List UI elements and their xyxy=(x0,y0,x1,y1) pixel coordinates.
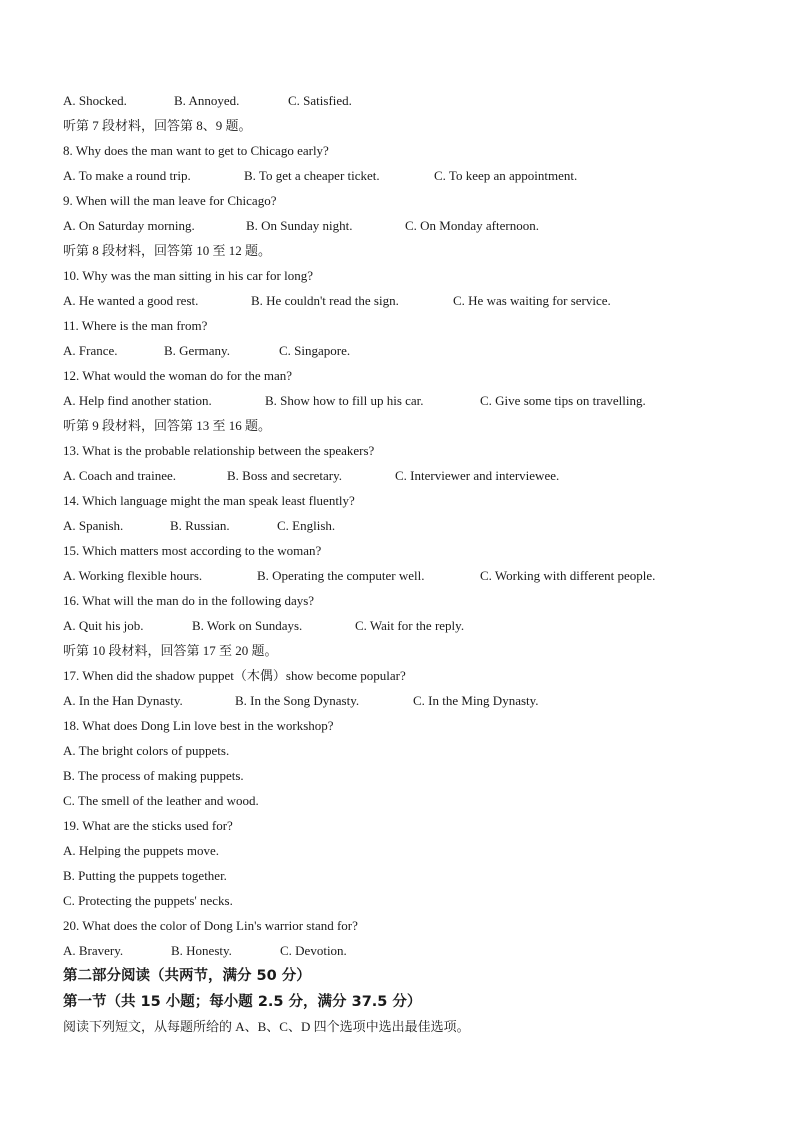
q11-question: 11. Where is the man from? xyxy=(63,318,208,333)
passage-9-label: 听第 9 段材料，回答第 13 至 16 题。 xyxy=(63,418,272,433)
q10-question: 10. Why was the man sitting in his car for long? xyxy=(63,268,313,283)
q13-question: 13. What is the probable relationship between the speakers? xyxy=(63,443,375,458)
q8-option-b: B. To get a cheaper ticket. xyxy=(244,168,380,183)
q18-option-a: A. The bright colors of puppets. xyxy=(63,743,230,758)
q10-option-a: A. He wanted a good rest. xyxy=(63,293,199,308)
q13-option-c: C. Interviewer and interviewee. xyxy=(395,468,560,483)
q7-option-a: A. Shocked. xyxy=(63,93,127,108)
q19-question: 19. What are the sticks used for? xyxy=(63,818,233,833)
section-1-heading: 第一节（共 15 小题；每小题 2.5 分，满分 37.5 分） xyxy=(63,994,422,1010)
q20-option-a: A. Bravery. xyxy=(63,943,124,958)
q7-option-c: C. Satisfied. xyxy=(288,93,352,108)
q13-options xyxy=(63,463,743,488)
q13-option-a: A. Coach and trainee. xyxy=(63,468,176,483)
q16-option-b: B. Work on Sundays. xyxy=(192,618,303,633)
q10-options xyxy=(63,288,743,313)
q15-option-b: B. Operating the computer well. xyxy=(257,568,425,583)
q15-options xyxy=(63,563,743,588)
q15-option-c: C. Working with different people. xyxy=(480,568,656,583)
q10-option-c: C. He was waiting for service. xyxy=(453,293,611,308)
q18-option-c: C. The smell of the leather and wood. xyxy=(63,793,259,808)
q11-option-c: C. Singapore. xyxy=(279,343,351,358)
q8-option-c: C. To keep an appointment. xyxy=(434,168,578,183)
part-2-heading: 第二部分阅读（共两节，满分 50 分） xyxy=(63,968,311,984)
q7-option-b: B. Annoyed. xyxy=(174,93,240,108)
q11-options xyxy=(63,338,743,363)
q8-options xyxy=(63,163,743,188)
q16-question: 16. What will the man do in the following days? xyxy=(63,593,315,608)
q20-option-c: C. Devotion. xyxy=(280,943,347,958)
q14-option-c: C. English. xyxy=(277,518,336,533)
q9-question: 9. When will the man leave for Chicago? xyxy=(63,193,277,208)
q17-option-a: A. In the Han Dynasty. xyxy=(63,693,183,708)
q11-option-b: B. Germany. xyxy=(164,343,230,358)
reading-instruction: 阅读下列短文，从每题所给的 A、B、C、D 四个选项中选出最佳选项。 xyxy=(63,1019,470,1034)
q9-option-b: B. On Sunday night. xyxy=(246,218,353,233)
passage-10-label: 听第 10 段材料，回答第 17 至 20 题。 xyxy=(63,643,278,658)
q19-option-a: A. Helping the puppets move. xyxy=(63,843,219,858)
q7-options xyxy=(63,88,743,113)
q9-options xyxy=(63,213,743,238)
q13-option-b: B. Boss and secretary. xyxy=(227,468,343,483)
q12-option-b: B. Show how to fill up his car. xyxy=(265,393,424,408)
q17-options xyxy=(63,688,743,713)
q9-option-a: A. On Saturday morning. xyxy=(63,218,195,233)
q20-question: 20. What does the color of Dong Lin's warrior stand for? xyxy=(63,918,358,933)
q18-option-b: B. The process of making puppets. xyxy=(63,768,244,783)
q9-option-c: C. On Monday afternoon. xyxy=(405,218,539,233)
q15-option-a: A. Working flexible hours. xyxy=(63,568,203,583)
q17-option-c: C. In the Ming Dynasty. xyxy=(413,693,539,708)
passage-8-label: 听第 8 段材料，回答第 10 至 12 题。 xyxy=(63,243,272,258)
q20-option-b: B. Honesty. xyxy=(171,943,232,958)
q16-option-a: A. Quit his job. xyxy=(63,618,144,633)
passage-7-label: 听第 7 段材料，回答第 8、9 题。 xyxy=(63,118,252,133)
q14-option-b: B. Russian. xyxy=(170,518,230,533)
q8-option-a: A. To make a round trip. xyxy=(63,168,191,183)
q12-options xyxy=(63,388,743,413)
q16-options xyxy=(63,613,743,638)
q10-option-b: B. He couldn't read the sign. xyxy=(251,293,399,308)
q14-options xyxy=(63,513,743,538)
q18-question: 18. What does Dong Lin love best in the workshop? xyxy=(63,718,334,733)
q14-question: 14. Which language might the man speak least fluently? xyxy=(63,493,355,508)
exam-page xyxy=(63,88,743,1039)
q12-question: 12. What would the woman do for the man? xyxy=(63,368,293,383)
q12-option-c: C. Give some tips on travelling. xyxy=(480,393,646,408)
q17-question: 17. When did the shadow puppet（木偶）show become popular? xyxy=(63,668,406,683)
q11-option-a: A. France. xyxy=(63,343,118,358)
q19-option-b: B. Putting the puppets together. xyxy=(63,868,227,883)
q14-option-a: A. Spanish. xyxy=(63,518,124,533)
q15-question: 15. Which matters most according to the woman? xyxy=(63,543,322,558)
q19-option-c: C. Protecting the puppets' necks. xyxy=(63,893,233,908)
q8-question: 8. Why does the man want to get to Chicago early? xyxy=(63,143,329,158)
q17-option-b: B. In the Song Dynasty. xyxy=(235,693,360,708)
q12-option-a: A. Help find another station. xyxy=(63,393,212,408)
q20-options xyxy=(63,938,743,963)
q16-option-c: C. Wait for the reply. xyxy=(355,618,465,633)
